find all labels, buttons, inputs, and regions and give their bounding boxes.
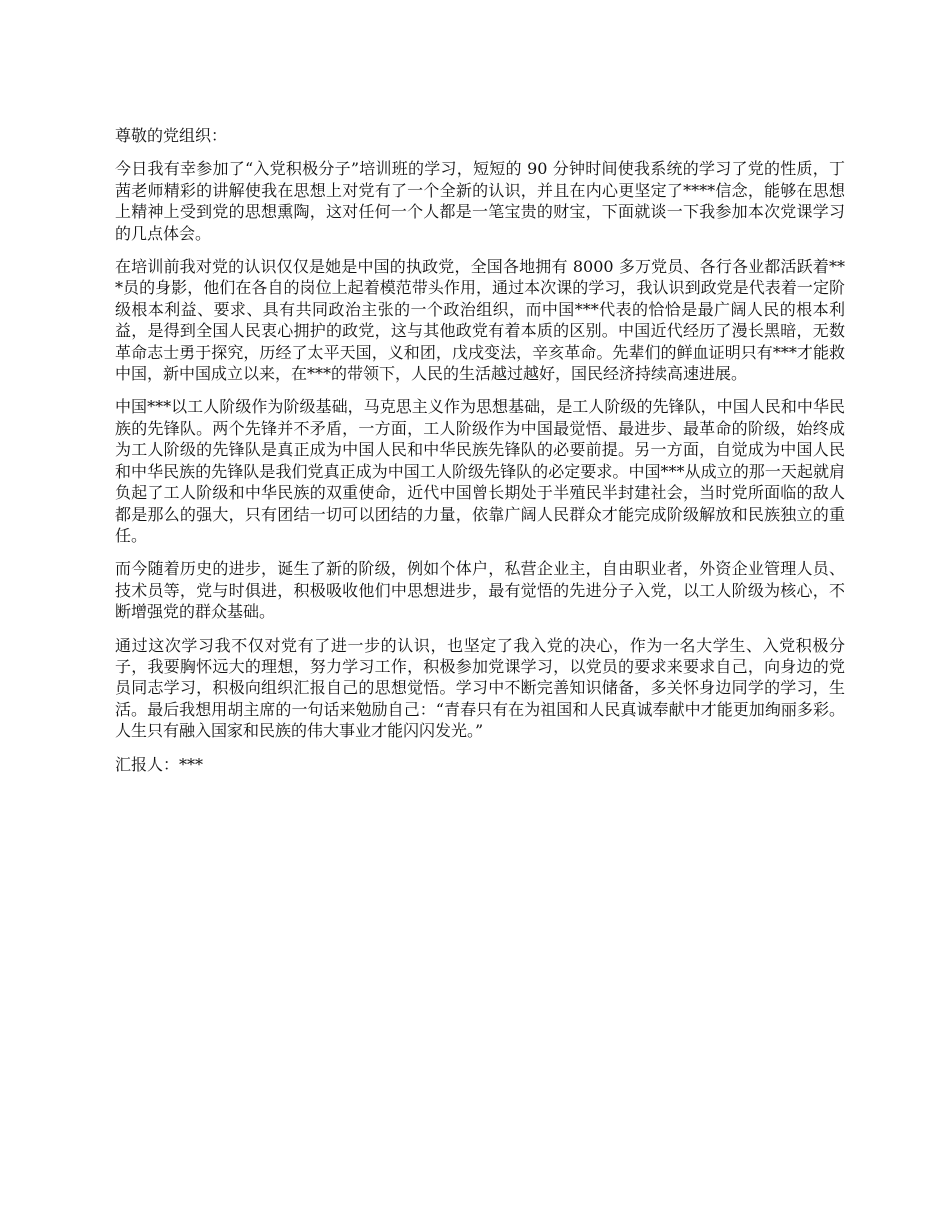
paragraph-new-classes: 而今随着历史的进步，诞生了新的阶级，例如个体户，私营企业主，自由职业者，外资企业管理人员、技术员等，党与时俱进，积极吸收他们中思想进步，最有觉悟的先进分子入党，以工人阶级为核心，不断增强党的群众基础。 (115, 559, 845, 622)
paragraph-party-understanding: 在培训前我对党的认识仅仅是她是中国的执政党，全国各地拥有 8000 多万党员、各行各业都活跃着***员的身影，他们在各自的岗位上起着模范带头作用，通过本次课的学习，我认识到政党是代表着一定阶级根本利益、要求、具有共同政治主张的一个政治组织，而中国***代表的恰恰是最广阔人民的根本利益，是得到全国人民衷心拥护的政党，这与其他政党有着本质的区别。中国近代经历了漫长黑暗，无数革命志士勇于探究，历经了太平天国，义和团，戊戌变法，辛亥革命。先辈们的鲜血证明只有***才能救中国，新中国成立以来，在***的带领下，人民的生活越过越好，国民经济持续高速进展。 (115, 257, 845, 384)
document-body (115, 125, 845, 775)
paragraph-conclusion: 通过这次学习我不仅对党有了进一步的认识，也坚定了我入党的决心，作为一名大学生、入党积极分子，我要胸怀远大的理想，努力学习工作，积极参加党课学习，以党员的要求来要求自己，向身边的党员同志学习，积极向组织汇报自己的思想觉悟。学习中不断完善知识储备，多关怀身边同学的学习，生活。最后我想用胡主席的一句话来勉励自己：“青春只有在为祖国和人民真诚奉献中才能更加绚丽多彩。人生只有融入国家和民族的伟大事业才能闪闪发光。” (115, 635, 845, 741)
paragraph-vanguard: 中国***以工人阶级作为阶级基础，马克思主义作为思想基础，是工人阶级的先锋队，中国人民和中华民族的先锋队。两个先锋并不矛盾，一方面，工人阶级作为中国最觉悟、最进步、最革命的阶级，始终成为工人阶级的先锋队是真正成为中国人民和中华民族先锋队的必要前提。另一方面，自觉成为中国人民和中华民族的先锋队是我们党真正成为中国工人阶级先锋队的必定要求。中国***从成立的那一天起就肩负起了工人阶级和中华民族的双重使命，近代中国曾长期处于半殖民半封建社会，当时党所面临的敌人都是那么的强大，只有团结一切可以团结的力量，依靠广阔人民群众才能完成阶级解放和民族独立的重任。 (115, 397, 845, 545)
salutation: 尊敬的党组织： (115, 126, 228, 145)
paragraph-training-intro: 今日我有幸参加了“入党积极分子”培训班的学习，短短的 90 分钟时间使我系统的学习了党的性质，丁茜老师精彩的讲解使我在思想上对党有了一个全新的认识，并且在内心更坚定了****信念，能够在思想上精神上受到党的思想熏陶，这对任何一个人都是一笔宝贵的财宝，下面就谈一下我参加本次党课学习的几点体会。 (115, 159, 845, 243)
signature: 汇报人：*** (115, 754, 204, 774)
